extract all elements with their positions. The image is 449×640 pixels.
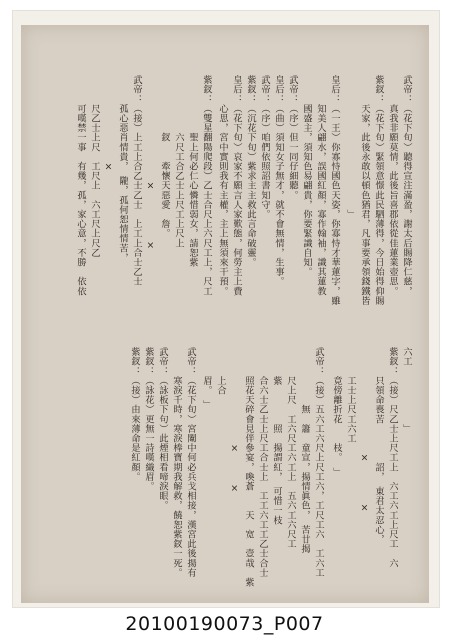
text-column: 紫釵：（雙星翻陽爬段）乙士合尺上六尺工上，尺工 xyxy=(201,75,212,296)
text-column: 紫釵：（接）尺乙士上尺工上 六工六工上尺工 六 xyxy=(387,347,398,568)
text-column: 武帝：（接）上工上合乙士乙士 上工上合士乙士 xyxy=(131,75,142,287)
text-column: × xyxy=(103,75,114,173)
script-page xyxy=(21,25,429,603)
text-column: × × xyxy=(359,347,370,514)
text-column: 上合 xyxy=(215,347,226,395)
text-column: 武帝：（花下旬）宮闈中何必兵戈相接，漢宮此後揚有 xyxy=(185,347,196,578)
text-column: 皇后：（一王）你寡恃國色天姿，你寡恃才華蓮字，雖 xyxy=(329,75,340,306)
text-column: 紫釵：（接）由來薄命是紅顏。 xyxy=(129,347,140,482)
text-column: × × xyxy=(145,75,156,252)
text-column: 皇后：（曲）須知女子無才，就不會無情，生事。 xyxy=(273,75,284,287)
text-column: 尺乙士上尺 工尺上 六工尺上尺乙 xyxy=(89,75,100,258)
text-column: 合六士乙士上尺工合士上 工工六工工乙士合士 xyxy=(257,347,268,578)
text-column: 紫釵：（沉花下旬）紫求主主救此言命破靈。 xyxy=(245,75,256,267)
text-column: 寒淚千時，寒淚棒寶期我解救，饒恕紫釵一死。 xyxy=(171,347,182,578)
text-column: 眉。 」 xyxy=(201,347,212,410)
text-column: 聖上何必仁心憐惜弱女，請恕紫 xyxy=(187,75,198,267)
text-column: 心思，宮中實則我有主權，主上無須來干預。 xyxy=(217,75,228,296)
text-column: 六尺工合乙士上尺工上尺上 xyxy=(173,75,184,248)
scan-frame xyxy=(12,10,440,608)
text-column: 紫釵：（花下旬）緊領意憬此民駟薄得，今日始得仰賜 xyxy=(373,75,384,306)
text-column: 知美人翩水，誤國紅顏，寡作翰袖，識其蓮教 xyxy=(315,75,326,296)
text-column: 紫釵：（詠花）更無一詩嘆織眉。 xyxy=(143,347,154,491)
text-column: 工士上尺工六工 xyxy=(345,347,356,443)
text-column: 武帝：（花下旬）聽得宣注滿盈，謝太后賜降仁慈， xyxy=(401,75,412,296)
text-column: 無 簫 童宣，揚情眞色， 苦廿揭 xyxy=(299,347,310,554)
text-column: 武帝：（序）但一同仔細聽。 xyxy=(287,75,298,200)
text-column: 竟傍離折花 枝。 」 xyxy=(331,347,342,477)
text-column: × × xyxy=(229,347,240,495)
text-column: 尺上尺 工六尺工六工上 五六工六尺工 xyxy=(285,347,296,549)
text-column: 皇后：（花下旬）哀家不願言人家歎態，何勞主上費 xyxy=(231,75,242,296)
text-column: 真我非願莫情，此後旨喜郡依從佳蓮業壺思。 xyxy=(387,75,398,296)
text-column: 只領命喪苦 詔， 東君太忍心， xyxy=(373,347,384,544)
text-column: 可嘆禁一事 有幾，孤，家心意，不勝 依依 xyxy=(75,75,86,296)
text-column: 武帝：（接）五六工六尺上尺工六，工尺工六 工六工 xyxy=(313,347,324,578)
text-column: 武帝：（序）咱們依照詔書知守。 xyxy=(259,75,270,219)
text-column: 紫 照 揚謂紅， 可惜一枝 xyxy=(271,347,282,525)
text-column: 國盛主，須知色易翩貴，你要緊識自知。 xyxy=(301,75,312,277)
text-column: 」 xyxy=(345,75,356,219)
text-column: 六工 」 xyxy=(401,347,412,434)
text-column: 照花天碎會見伴參宴，喚蒼 天 宽 壹哉 紫 xyxy=(243,347,254,587)
text-column: 武帝：（詠板下句）此煙相看啼淚眼。 xyxy=(157,347,168,511)
text-column: 釵 牽懷天惡愛 詹。 xyxy=(159,75,170,239)
text-column: 天家，此後永敢以頓色猶君，凡事要承領錢鐵皆 xyxy=(359,75,370,306)
text-column: 孤心惡肖情貴， 隴，孤何恕情情苦， xyxy=(117,75,128,263)
document-id-caption: 20100190073_P007 xyxy=(125,613,324,635)
